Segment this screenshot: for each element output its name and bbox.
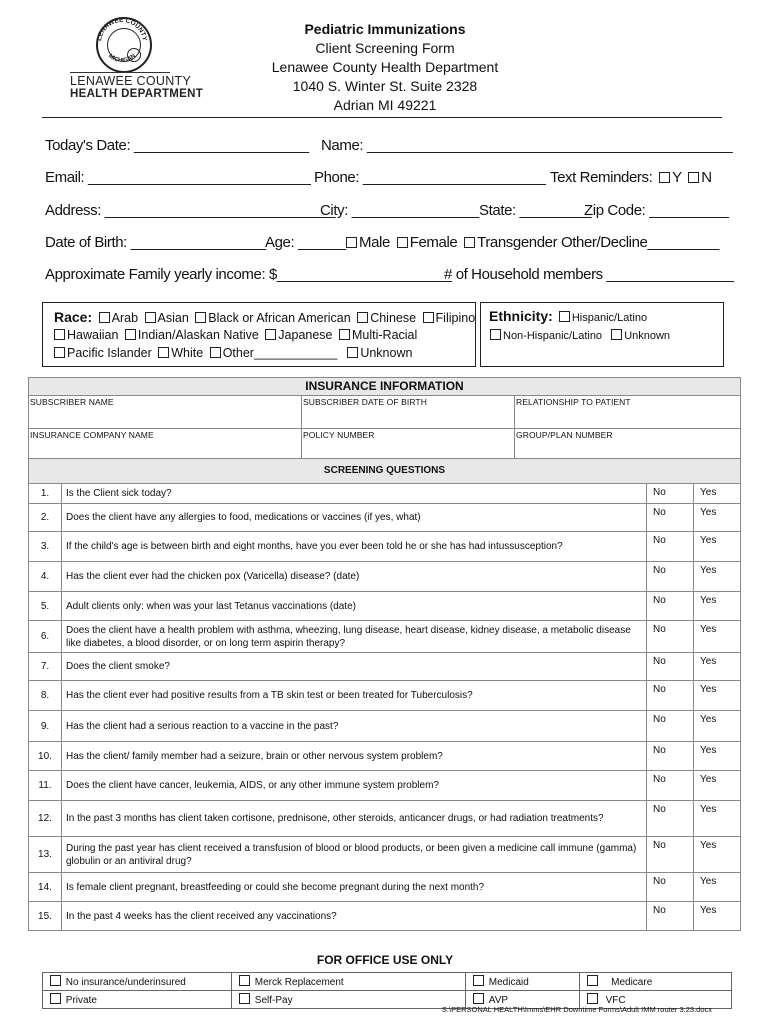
table-row bbox=[29, 801, 741, 837]
income-field[interactable]: Approximate Family yearly income: $______________________ bbox=[45, 266, 452, 283]
todays-date-field[interactable]: Today's Date: ______________________ bbox=[45, 137, 309, 154]
table-row bbox=[29, 681, 741, 711]
question-text: Has the client ever had the chicken pox (Varicella) disease? (date) bbox=[62, 562, 647, 592]
policy-number-cell[interactable]: POLICY NUMBER bbox=[302, 429, 515, 461]
answer-yes[interactable]: Yes bbox=[694, 801, 741, 837]
answer-yes[interactable]: Yes bbox=[694, 621, 741, 653]
relationship-cell[interactable]: RELATIONSHIP TO PATIENT bbox=[515, 396, 741, 429]
subscriber-dob-cell[interactable]: SUBSCRIBER DATE OF BIRTH bbox=[302, 396, 515, 429]
question-number: 3. bbox=[29, 532, 62, 562]
dob-field[interactable]: Date of Birth: _________________ bbox=[45, 234, 266, 251]
race-row-2: Hawaiian Indian/Alaskan Native Japanese Multi-Racial bbox=[51, 326, 417, 344]
question-text: Does the client have any allergies to food, medications or vaccines (if yes, what) bbox=[62, 504, 647, 532]
text-reminders: Text Reminders: Y N bbox=[550, 169, 712, 186]
table-row bbox=[29, 504, 741, 532]
answer-no[interactable]: No bbox=[647, 592, 694, 621]
logo-county: LENAWEE COUNTY bbox=[70, 74, 192, 88]
household-field[interactable]: # of Household members ________________ bbox=[444, 266, 734, 283]
answer-no[interactable]: No bbox=[647, 873, 694, 902]
ethnicity-hispanic-checkbox[interactable] bbox=[559, 311, 570, 322]
question-text: If the child's age is between birth and eight months, have you ever been told he or she has had intussusception? bbox=[62, 532, 647, 562]
race-row-3: Pacific Islander White Other____________ Unknown bbox=[51, 344, 412, 362]
question-number: 8. bbox=[29, 681, 62, 711]
answer-no[interactable]: No bbox=[647, 771, 694, 801]
question-text: Has the client ever had positive results from a TB skin test or been treated for Tuberculosis? bbox=[62, 681, 647, 711]
race-asian-checkbox[interactable] bbox=[145, 312, 156, 323]
question-number: 1. bbox=[29, 484, 62, 504]
table-row bbox=[29, 771, 741, 801]
answer-no[interactable]: No bbox=[647, 681, 694, 711]
table-row bbox=[29, 742, 741, 771]
form-title: Pediatric Immunizations bbox=[304, 21, 466, 37]
subscriber-name-cell[interactable]: SUBSCRIBER NAME bbox=[29, 396, 302, 429]
race-unknown-checkbox[interactable] bbox=[347, 347, 358, 358]
table-row bbox=[29, 592, 741, 621]
question-number: 12. bbox=[29, 801, 62, 837]
table-row bbox=[29, 837, 741, 873]
question-text: Does the client have cancer, leukemia, AIDS, or any other immune system problem? bbox=[62, 771, 647, 801]
question-text: In the past 3 months has client taken cortisone, prednisone, other steroids, anticancer drugs, or had radiation treatments? bbox=[62, 801, 647, 837]
table-row bbox=[29, 562, 741, 592]
question-text: Has the client had a serious reaction to a vaccine in the past? bbox=[62, 711, 647, 742]
question-text: In the past 4 weeks has the client received any vaccinations? bbox=[62, 902, 647, 931]
race-chinese-checkbox[interactable] bbox=[357, 312, 368, 323]
question-number: 6. bbox=[29, 621, 62, 653]
question-number: 15. bbox=[29, 902, 62, 931]
gender-options: Male Female Transgender Other/Decline_________ bbox=[343, 234, 719, 251]
answer-no[interactable]: No bbox=[647, 902, 694, 931]
female-checkbox[interactable] bbox=[397, 237, 408, 248]
question-number: 13. bbox=[29, 837, 62, 873]
reminder-yes-checkbox[interactable] bbox=[659, 172, 670, 183]
table-row bbox=[29, 621, 741, 653]
answer-no[interactable]: No bbox=[647, 504, 694, 532]
answer-yes[interactable]: Yes bbox=[694, 592, 741, 621]
race-black-checkbox[interactable] bbox=[195, 312, 206, 323]
question-text: Does the client have a health problem with asthma, wheezing, lung disease, heart disease, kidney disease, a metabolic disease like diabetes, a blood disorder, or on long term aspirin therapy? bbox=[62, 621, 647, 653]
form-subtitle: Client Screening Form bbox=[315, 40, 455, 56]
answer-yes[interactable]: Yes bbox=[694, 742, 741, 771]
zip-field[interactable]: Zip Code: __________ bbox=[584, 202, 729, 219]
svg-text:MICHIGAN: MICHIGAN bbox=[106, 53, 138, 65]
org-address-1: 1040 S. Winter St. Suite 2328 bbox=[292, 78, 478, 94]
address-field[interactable]: Address: _____________________________ bbox=[45, 202, 336, 219]
race-filipino-checkbox[interactable] bbox=[423, 312, 434, 323]
answer-no[interactable]: No bbox=[647, 562, 694, 592]
race-other-checkbox[interactable] bbox=[210, 347, 221, 358]
race-hawaiian-checkbox[interactable] bbox=[54, 329, 65, 340]
answer-no[interactable]: No bbox=[647, 742, 694, 771]
question-text: Does the client smoke? bbox=[62, 653, 647, 681]
race-pacific-checkbox[interactable] bbox=[54, 347, 65, 358]
email-field[interactable]: Email: ____________________________ bbox=[45, 169, 311, 186]
office-avp[interactable]: AVP bbox=[466, 991, 580, 1009]
ethnicity-row-2: Non-Hispanic/Latino Unknown bbox=[487, 329, 670, 342]
answer-no[interactable]: No bbox=[647, 711, 694, 742]
answer-no[interactable]: No bbox=[647, 801, 694, 837]
insurance-table bbox=[28, 377, 741, 461]
state-field[interactable]: State: _________ bbox=[479, 202, 592, 219]
question-number: 9. bbox=[29, 711, 62, 742]
office-medicaid[interactable]: Medicaid bbox=[466, 973, 580, 991]
age-field[interactable]: Age: ______ bbox=[265, 234, 346, 251]
office-private[interactable]: Private bbox=[43, 991, 232, 1009]
table-row bbox=[29, 902, 741, 931]
race-indian-checkbox[interactable] bbox=[125, 329, 136, 340]
table-row bbox=[29, 532, 741, 562]
race-multiracial-checkbox[interactable] bbox=[339, 329, 350, 340]
answer-yes[interactable]: Yes bbox=[694, 562, 741, 592]
answer-no[interactable]: No bbox=[647, 653, 694, 681]
ethnicity-nonhispanic-checkbox[interactable] bbox=[490, 329, 501, 340]
question-text: During the past year has client received a transfusion of blood or blood products, or been given a medicine call immune (gamma) globulin or an antiviral drug? bbox=[62, 837, 647, 873]
group-number-cell[interactable]: GROUP/PLAN NUMBER bbox=[515, 429, 741, 461]
reminder-no-checkbox[interactable] bbox=[688, 172, 699, 183]
question-text: Is female client pregnant, breastfeeding or could she become pregnant during the next month? bbox=[62, 873, 647, 902]
form-header bbox=[240, 20, 530, 115]
ethnicity-row-1: Ethnicity: Hispanic/Latino bbox=[489, 308, 648, 324]
table-row bbox=[29, 873, 741, 902]
screening-table bbox=[28, 458, 741, 931]
logo-department: HEALTH DEPARTMENT bbox=[70, 88, 204, 100]
answer-yes[interactable]: Yes bbox=[694, 902, 741, 931]
race-japanese-checkbox[interactable] bbox=[265, 329, 276, 340]
race-white-checkbox[interactable] bbox=[158, 347, 169, 358]
office-title: FOR OFFICE USE ONLY bbox=[316, 953, 454, 967]
screening-title: SCREENING QUESTIONS bbox=[29, 459, 741, 484]
answer-yes[interactable]: Yes bbox=[694, 711, 741, 742]
insurance-company-cell[interactable]: INSURANCE COMPANY NAME bbox=[29, 429, 302, 461]
office-table bbox=[42, 972, 732, 1009]
file-path-footer: S:\PERSONAL HEALTH\Imms\EHR Downtime Forms\Adult IMM router 3.23.docx bbox=[441, 1005, 712, 1014]
transgender-checkbox[interactable] bbox=[464, 237, 475, 248]
svg-text:LENAWEE COUNTY: LENAWEE COUNTY bbox=[96, 16, 148, 42]
answer-yes[interactable]: Yes bbox=[694, 681, 741, 711]
header-divider bbox=[42, 117, 722, 118]
answer-no[interactable]: No bbox=[647, 484, 694, 504]
answer-yes[interactable]: Yes bbox=[694, 484, 741, 504]
race-arab-checkbox[interactable] bbox=[99, 312, 110, 323]
question-text: Adult clients only: when was your last Tetanus vaccinations (date) bbox=[62, 592, 647, 621]
answer-yes[interactable]: Yes bbox=[694, 873, 741, 902]
question-number: 4. bbox=[29, 562, 62, 592]
office-no-insurance[interactable]: No insurance/underinsured bbox=[43, 973, 232, 991]
answer-yes[interactable]: Yes bbox=[694, 504, 741, 532]
answer-yes[interactable]: Yes bbox=[694, 837, 741, 873]
race-row-1: Race: Arab Asian Black or African American Chinese Filipino bbox=[54, 309, 476, 325]
phone-field[interactable]: Phone: _______________________ bbox=[314, 169, 546, 186]
seal-text bbox=[92, 13, 152, 73]
answer-yes[interactable]: Yes bbox=[694, 653, 741, 681]
office-self-pay[interactable]: Self-Pay bbox=[232, 991, 466, 1009]
question-number: 14. bbox=[29, 873, 62, 902]
question-number: 5. bbox=[29, 592, 62, 621]
answer-no[interactable]: No bbox=[647, 621, 694, 653]
insurance-title: INSURANCE INFORMATION bbox=[29, 378, 741, 396]
ethnicity-unknown-checkbox[interactable] bbox=[611, 329, 622, 340]
office-medicare[interactable]: Medicare bbox=[580, 973, 732, 991]
answer-no[interactable]: No bbox=[647, 532, 694, 562]
male-checkbox[interactable] bbox=[346, 237, 357, 248]
office-merck[interactable]: Merck Replacement bbox=[232, 973, 466, 991]
question-text: Is the Client sick today? bbox=[62, 484, 647, 504]
org-name: Lenawee County Health Department bbox=[271, 59, 499, 75]
question-number: 2. bbox=[29, 504, 62, 532]
name-field[interactable]: Name: ______________________________________________ bbox=[321, 137, 733, 154]
org-address-2: Adrian MI 49221 bbox=[333, 97, 437, 113]
city-field[interactable]: City: ________________ bbox=[320, 202, 479, 219]
table-row bbox=[29, 711, 741, 742]
question-number: 7. bbox=[29, 653, 62, 681]
question-number: 10. bbox=[29, 742, 62, 771]
table-row bbox=[29, 484, 741, 504]
table-row bbox=[29, 653, 741, 681]
answer-yes[interactable]: Yes bbox=[694, 771, 741, 801]
question-text: Has the client/ family member had a seizure, brain or other nervous system problem? bbox=[62, 742, 647, 771]
office-vfc[interactable]: VFC bbox=[580, 991, 732, 1009]
answer-yes[interactable]: Yes bbox=[694, 532, 741, 562]
question-number: 11. bbox=[29, 771, 62, 801]
answer-no[interactable]: No bbox=[647, 837, 694, 873]
